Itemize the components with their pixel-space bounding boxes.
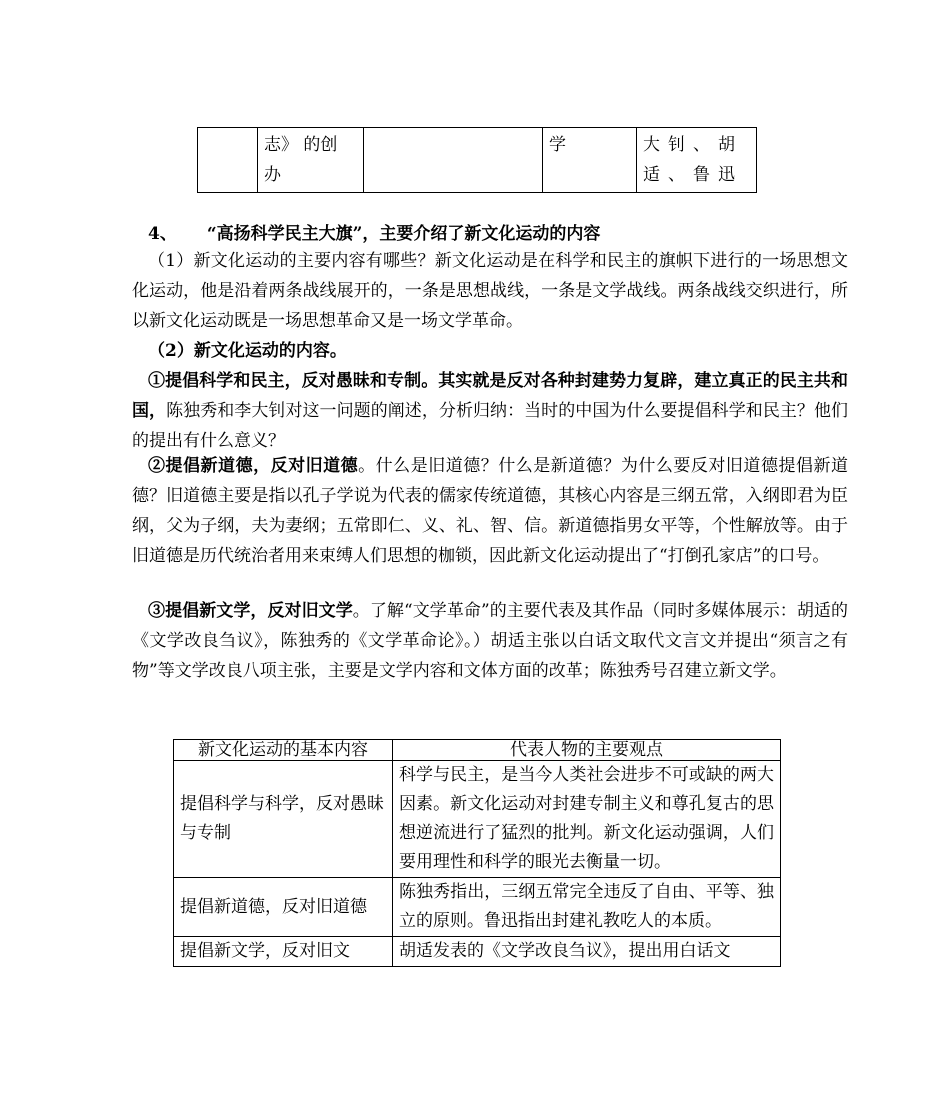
- paragraph-content-heading: （2）新文化运动的内容。: [148, 341, 347, 361]
- item-1-text: 陈独秀和李大钊对这一问题的阐述，分析归纳：当时的中国为什么要提倡科学和民主？他们的提出有什么意义？: [132, 401, 849, 451]
- content-summary-table: [173, 739, 781, 967]
- section-title: “高扬科学民主大旗”，主要介绍了新文化运动的内容: [206, 224, 601, 244]
- paragraph-item-1: [132, 366, 848, 456]
- table-cell: [258, 128, 364, 193]
- table-row: [174, 761, 781, 878]
- paragraph-item-3: [132, 596, 848, 686]
- cell-text: 大钊、胡: [643, 135, 743, 155]
- item-2-bold: ②提倡新道德，反对旧道德: [148, 456, 359, 476]
- table-cell-view: 科学与民主，是当今人类社会进步不可或缺的两大因素。新文化运动对封建专制主义和尊孔复古的思想逆流进行了猛烈的批判。新文化运动强调，人们要用理性和科学的眼光去衡量一切。: [393, 761, 781, 878]
- table-cell: [198, 128, 258, 193]
- table-cell-content: 提倡新道德，反对旧道德: [174, 878, 393, 937]
- paragraph-content-overview: （1）新文化运动的主要内容有哪些？新文化运动是在科学和民主的旗帜下进行的一场思想文化运动，他是沿着两条战线展开的，一条是思想战线，一条是文学战线。两条战线交织进行，所以新文化运动既是一场思想革命又是一场文学革命。: [132, 251, 848, 331]
- table-cell-content: 提倡新文学，反对旧文: [174, 937, 393, 967]
- top-partial-table: [197, 127, 757, 193]
- table-row: [174, 878, 781, 937]
- item-3-text: 。了解“文学革命”的主要代表及其作品（同时多媒体展示：胡适的《文学改良刍议》，陈独秀的《文学革命论》。）胡适主张以白话文取代文言文并提出“须言之有物”等文学改良八项主张，主要是文学内容和文体方面的改革；陈独秀号召建立新文学。: [132, 601, 848, 681]
- table-cell: [364, 128, 543, 193]
- column-header: 代表人物的主要观点: [393, 740, 781, 761]
- item-3-bold: ③提倡新文学，反对旧文学: [148, 601, 353, 621]
- table-header-row: [174, 740, 781, 761]
- paragraph-item-2: [132, 451, 848, 571]
- cell-text: 学: [549, 135, 566, 155]
- table-row: [174, 937, 781, 967]
- table-row: [198, 128, 757, 193]
- cell-text: 适、鲁迅: [643, 165, 743, 185]
- table-cell-view: 陈独秀指出，三纲五常完全违反了自由、平等、独立的原则。鲁迅指出封建礼教吃人的本质。: [393, 878, 781, 937]
- table-cell-view: 胡适发表的《文学改良刍议》，提出用白话文: [393, 937, 781, 967]
- section-number: 4、: [148, 224, 177, 244]
- table-cell-content: 提倡科学与科学，反对愚昧与专制: [174, 761, 393, 878]
- item-1-bold: ①提倡科学和民主，反对愚昧和专制。其实就是反对各种封建势力复辟，建立真正的民主共和国，: [132, 371, 848, 421]
- cell-text: 办: [264, 165, 281, 185]
- section-heading: [148, 219, 600, 244]
- table-cell: [543, 128, 637, 193]
- cell-text: 志》 的创: [264, 135, 338, 155]
- table-cell: [637, 128, 757, 193]
- item-2-text: 。什么是旧道德？什么是新道德？为什么要反对旧道德提倡新道德？旧道德主要是指以孔子学说为代表的儒家传统道德，其核心内容是三纲五常，入纲即君为臣纲，父为子纲，夫为妻纲；五常即仁、义、礼、智、信。新道德指男女平等，个性解放等。由于旧道德是历代统治者用来束缚人们思想的枷锁，因此新文化运动提出了“打倒孔家店”的口号。: [132, 456, 849, 566]
- column-header: 新文化运动的基本内容: [174, 740, 393, 761]
